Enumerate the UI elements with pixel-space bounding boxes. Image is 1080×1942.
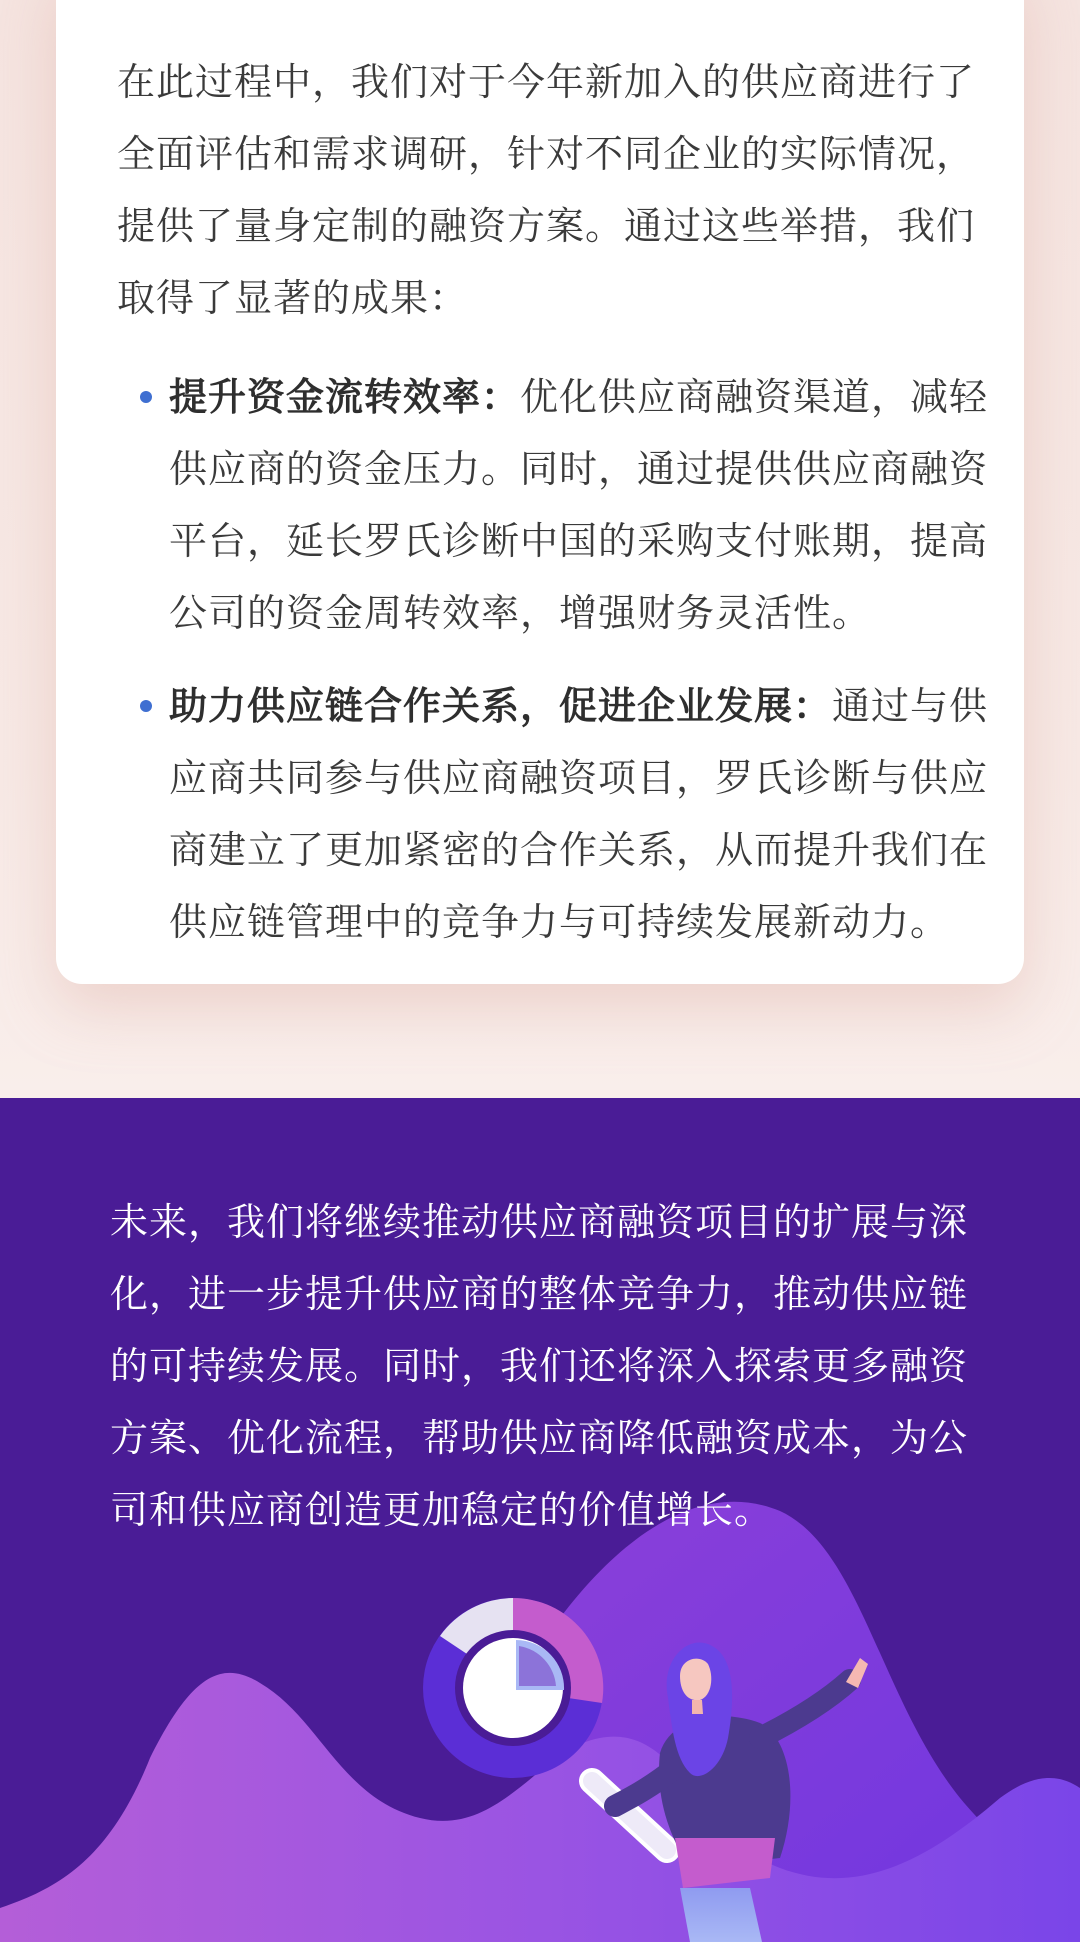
content-card	[56, 0, 1024, 984]
result-body: 优化供应商融资渠道，减轻供应商的资金压力。同时，通过提供供应商融资平台，延长罗氏诊断中国的采购支付账期，提高公司的资金周转效率，增强财务灵活性。	[169, 375, 989, 635]
result-list-1	[117, 361, 997, 649]
future-section	[0, 1098, 1080, 1942]
list-item	[117, 361, 997, 649]
list-item	[117, 670, 997, 958]
bullet-dot-icon	[140, 391, 152, 403]
outro-paragraph: 未来，我们将继续推动供应商融资项目的扩展与深化，进一步提升供应商的整体竞争力，推动供应链的可持续发展。同时，我们还将深入探索更多融资方案、优化流程，帮助供应商降低融资成本，为公司和供应商创造更加稳定的价值增长。	[110, 1200, 969, 1532]
result-body: 通过与供应商共同参与供应商融资项目，罗氏诊断与供应商建立了更加紧密的合作关系，从而提升我们在供应链管理中的竞争力与可持续发展新动力。	[169, 684, 989, 944]
bullet-dot-icon	[140, 700, 152, 712]
result-heading: 提升资金流转效率：	[169, 375, 521, 419]
donut-chart-icon	[423, 1598, 603, 1778]
intro-paragraph: 在此过程中，我们对于今年新加入的供应商进行了全面评估和需求调研，针对不同企业的实际情况，提供了量身定制的融资方案。通过这些举措，我们取得了显著的成果：	[117, 60, 976, 320]
result-list-2	[117, 670, 997, 958]
result-heading: 助力供应链合作关系，促进企业发展：	[169, 684, 833, 728]
